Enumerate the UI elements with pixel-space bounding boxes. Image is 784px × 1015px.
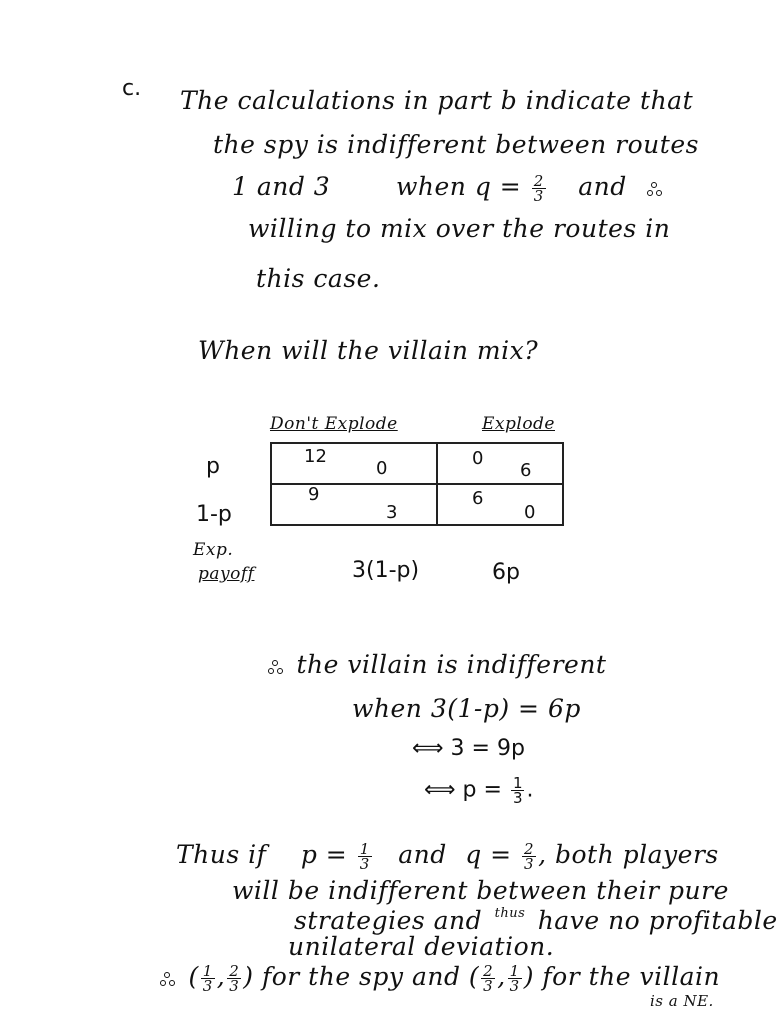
conclusion-line4: unilateral deviation. bbox=[288, 932, 555, 961]
frac-3: $\frac{2}{3}$ bbox=[483, 962, 494, 995]
frac-2: $\frac{2}{3}$ bbox=[229, 962, 240, 995]
open-paren-1: ( bbox=[188, 962, 199, 991]
table-left-border bbox=[270, 442, 272, 526]
final-ne: is a NE. bbox=[650, 992, 714, 1010]
exp-value-dont-explode: 3(1-p) bbox=[352, 558, 420, 583]
part-label: c. bbox=[122, 76, 142, 101]
p-fraction: $\frac{1}{3}$ bbox=[512, 774, 523, 807]
conclusion-line2: will be indifferent between their pure bbox=[232, 876, 729, 905]
exp-value-explode: 6p bbox=[492, 560, 520, 585]
derivation-line1 bbox=[268, 650, 606, 679]
final-line: ( $\frac{1}{3}$ , $\frac{2}{3}$ ) for the spy and ( $\frac{2}{3}$ , $\frac{1}{3}$ ) for the villain bbox=[160, 962, 720, 993]
thus-insert: thus bbox=[494, 906, 526, 921]
para1-line1: The calculations in part b indicate that bbox=[180, 86, 694, 115]
frac-4: $\frac{1}{3}$ bbox=[509, 962, 520, 995]
col-header-dont-explode: Don't Explode bbox=[270, 414, 398, 434]
q-fraction-2: $\frac{2}{3}$ bbox=[524, 840, 535, 873]
row-label-p: p bbox=[206, 454, 220, 479]
derivation-line3: ⟺ 3 = 9p bbox=[412, 736, 525, 761]
para1-line4: willing to mix over the routes in bbox=[248, 214, 671, 243]
exp-label-2: payoff bbox=[198, 564, 255, 584]
cell-r1c1-a: 12 bbox=[304, 446, 327, 467]
table-bottom-border bbox=[270, 524, 564, 526]
p-equals: ⟺ p = bbox=[424, 777, 502, 803]
col-header-explode: Explode bbox=[482, 414, 555, 434]
p-eq: p = bbox=[300, 840, 348, 869]
table-center-border bbox=[436, 442, 438, 526]
q-eq: q = bbox=[465, 840, 512, 869]
question: When will the villain mix? bbox=[198, 336, 539, 365]
table-top-border bbox=[270, 442, 564, 444]
cell-r2c1-a: 9 bbox=[308, 484, 320, 505]
p-fraction-2: $\frac{1}{3}$ bbox=[359, 840, 370, 873]
cell-r2c2-a: 6 bbox=[472, 488, 484, 509]
and-2: and bbox=[398, 840, 447, 869]
strategies-and: strategies and bbox=[294, 906, 483, 935]
derivation-line2: when 3(1-p) = 6p bbox=[352, 694, 581, 723]
cell-r1c1-b: 0 bbox=[376, 458, 388, 479]
exp-label-1: Exp. bbox=[193, 540, 234, 560]
derivation-line4: ⟺ p = $\frac{1}{3}$ . bbox=[424, 774, 534, 807]
frac-1: $\frac{1}{3}$ bbox=[202, 962, 213, 995]
and-word: and bbox=[578, 172, 627, 201]
therefore-icon bbox=[268, 660, 282, 674]
para1-line3-a: 1 and 3 bbox=[232, 172, 331, 201]
cell-r1c2-a: 0 bbox=[472, 448, 484, 469]
therefore-icon bbox=[647, 182, 661, 196]
have-no-profitable: have no profitable bbox=[537, 906, 778, 935]
derivation-line1-text: the villain is indifferent bbox=[296, 650, 607, 679]
payoff-table bbox=[270, 442, 564, 526]
para1-line5: this case. bbox=[256, 264, 381, 293]
table-right-border bbox=[562, 442, 564, 526]
cell-r1c2-b: 6 bbox=[520, 460, 532, 481]
conclusion-line3 bbox=[294, 906, 778, 935]
cell-r2c1-b: 3 bbox=[386, 502, 398, 523]
for-the-villain: ) for the villain bbox=[523, 962, 721, 991]
para1-line2: the spy is indifferent between routes bbox=[213, 130, 699, 159]
row-label-1-p: 1-p bbox=[196, 502, 232, 527]
both-players: , both players bbox=[538, 840, 719, 869]
when-q: when q = bbox=[396, 172, 522, 201]
q-fraction: $\frac{2}{3}$ bbox=[533, 172, 544, 205]
thus-if: Thus if bbox=[176, 840, 267, 869]
conclusion-line1 bbox=[176, 840, 719, 871]
para1-line3-b bbox=[396, 172, 667, 203]
cell-r2c2-b: 0 bbox=[524, 502, 536, 523]
for-the-spy: ) for the spy and ( bbox=[243, 962, 480, 991]
therefore-icon bbox=[160, 972, 174, 986]
